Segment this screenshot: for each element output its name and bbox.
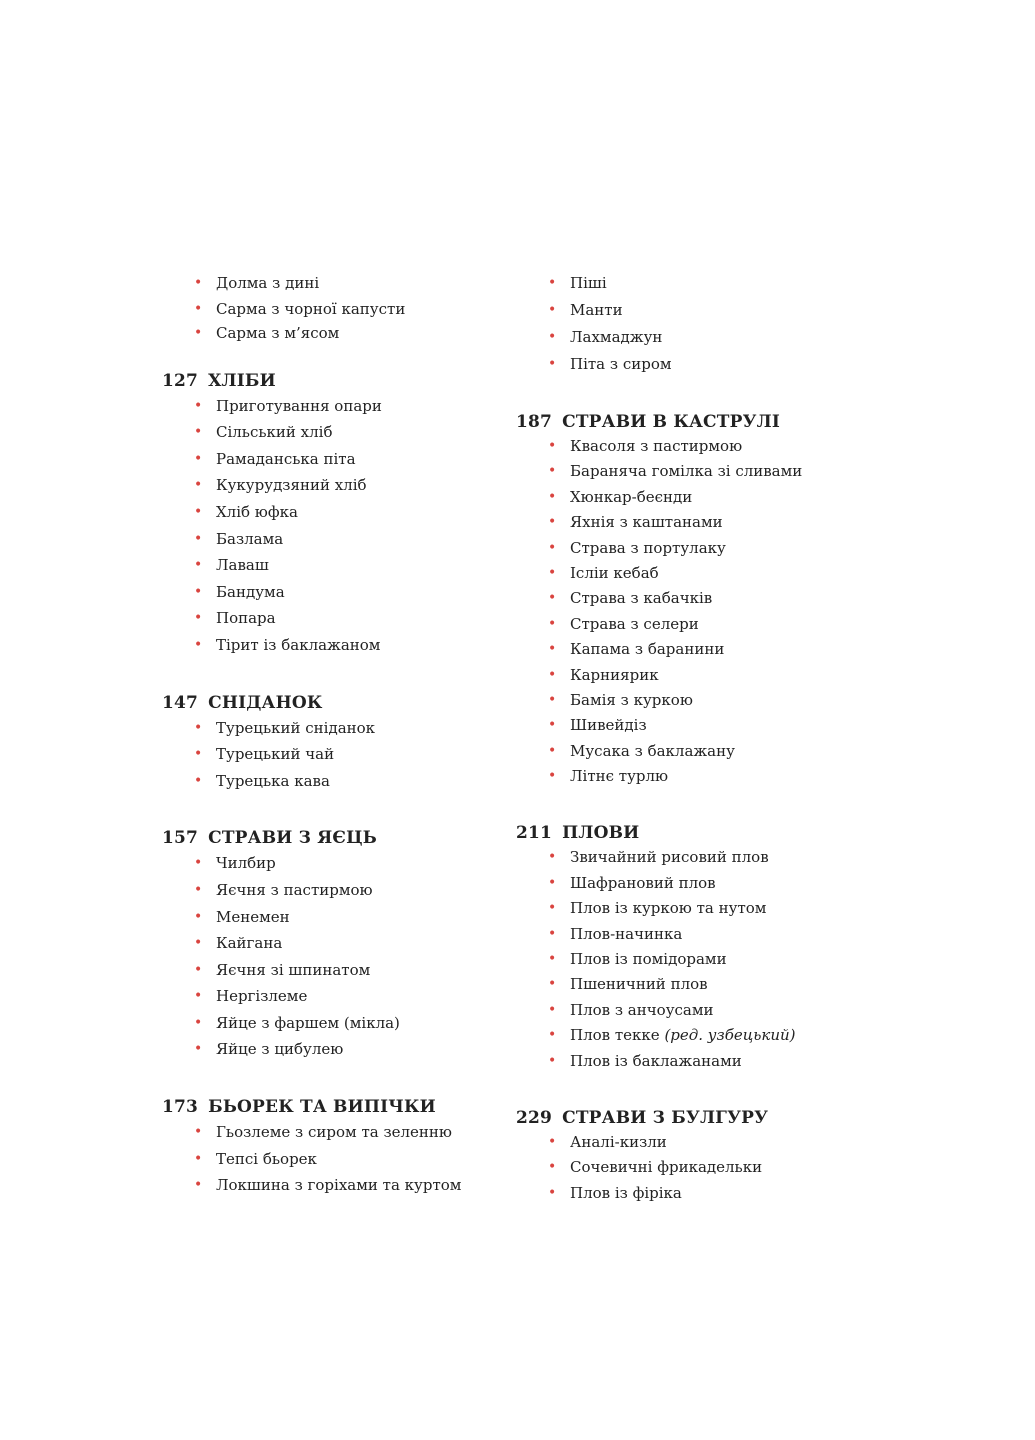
list-item: • Сарма з чорної капусти — [192, 297, 522, 321]
list-item: • Яйце з фаршем (мікла) — [192, 1010, 522, 1037]
section-heading — [162, 1097, 522, 1117]
bullet-icon: • — [194, 961, 203, 978]
bullet-icon: • — [548, 1027, 557, 1044]
bullet-icon: • — [194, 746, 203, 763]
bullet-icon: • — [194, 772, 203, 789]
list-item: • Нергізлеме — [192, 983, 522, 1010]
section-continued-left — [162, 270, 522, 345]
bullet-icon: • — [194, 636, 203, 653]
list-item: • Яєчня зі шпинатом — [192, 957, 522, 984]
list-item: • Лаваш — [192, 552, 522, 579]
list-item: • Плов із баклажанами — [546, 1049, 946, 1074]
bullet-icon: • — [194, 450, 203, 467]
bullet-icon: • — [194, 1177, 203, 1194]
section-heading — [162, 828, 522, 848]
page-number: 187 — [516, 412, 553, 432]
list-item: • Плов текке (ред. узбецький) — [546, 1023, 946, 1048]
list-item: • Страва з кабачків — [546, 586, 946, 611]
list-item: • Яєчня з пастирмою — [192, 877, 522, 904]
list-item: • Плов із фіріка — [546, 1181, 946, 1206]
bullet-icon: • — [548, 564, 557, 581]
section-title: ПЛОВИ — [562, 823, 640, 844]
bullet-icon: • — [194, 1041, 203, 1058]
list-item: • Кукурудзяний хліб — [192, 472, 522, 499]
bullet-icon: • — [548, 539, 557, 556]
bullet-icon: • — [194, 583, 203, 600]
bullet-icon: • — [194, 988, 203, 1005]
list-item: • Бандума — [192, 579, 522, 606]
list-item: • Попара — [192, 605, 522, 632]
bullet-icon: • — [194, 908, 203, 925]
page-number: 211 — [516, 823, 553, 844]
bullet-icon: • — [194, 503, 203, 520]
bullet-icon: • — [194, 1124, 203, 1141]
page-number: 127 — [162, 370, 199, 391]
section-stravy-z-bulguru — [516, 1108, 946, 1206]
list-item: • Яйце з цибулею — [192, 1036, 522, 1063]
section-title: СТРАВИ В КАСТРУЛІ — [562, 412, 780, 432]
section-borek — [162, 1097, 522, 1199]
list-item: • Турецький чай — [192, 741, 522, 768]
list-item: • Шивейдіз — [546, 713, 946, 738]
bullet-icon: • — [548, 590, 557, 607]
section-title: СНІДАНОК — [208, 692, 323, 713]
page-number: 173 — [162, 1097, 199, 1118]
bullet-icon: • — [194, 1150, 203, 1167]
bullet-icon: • — [194, 300, 203, 317]
item-list — [516, 1130, 946, 1206]
list-item: • Лахмаджун — [546, 324, 946, 351]
list-item: • Турецький сніданок — [192, 715, 522, 742]
bullet-icon: • — [548, 275, 557, 291]
list-item: • Плов з анчоусами — [546, 998, 946, 1023]
bullet-icon: • — [194, 397, 203, 414]
bullet-icon: • — [194, 719, 203, 736]
list-item: • Плов-начинка — [546, 922, 946, 947]
item-list — [162, 1119, 522, 1199]
bullet-icon: • — [194, 530, 203, 547]
bullet-icon: • — [548, 356, 557, 372]
list-item: • Базлама — [192, 526, 522, 553]
bullet-icon: • — [548, 900, 557, 917]
bullet-icon: • — [548, 951, 557, 968]
list-item: • Хліб юфка — [192, 499, 522, 526]
list-item: • Піта з сиром — [546, 351, 946, 378]
bullet-icon: • — [194, 477, 203, 494]
list-item: • Хюнкар-беєнди — [546, 485, 946, 510]
list-item: • Долма з дині — [192, 270, 522, 297]
bullet-icon: • — [194, 935, 203, 952]
list-item: • Тепсі бьорек — [192, 1146, 522, 1173]
bullet-icon: • — [194, 424, 203, 441]
bullet-icon: • — [194, 1014, 203, 1031]
list-item: • Бамія з куркою — [546, 688, 946, 713]
list-item: • Шафрановий плов — [546, 871, 946, 896]
right-column — [516, 270, 946, 1240]
section-heading — [162, 693, 522, 713]
list-item: • Мусака з баклажану — [546, 739, 946, 764]
bullet-icon: • — [548, 1133, 557, 1150]
list-item: • Капама з баранини — [546, 637, 946, 662]
bullet-icon: • — [548, 925, 557, 942]
item-list — [516, 270, 946, 378]
list-item: • Кайгана — [192, 930, 522, 957]
list-item: • Сочевичні фрикадельки — [546, 1155, 946, 1180]
list-item: • Локшина з горіхами та куртом — [192, 1172, 522, 1199]
section-title: БЬОРЕК ТА ВИПІЧКИ — [208, 1097, 436, 1118]
section-heading — [162, 371, 522, 391]
section-plovy — [516, 823, 946, 1074]
list-item: • Бараняча гомілка зі сливами — [546, 459, 946, 484]
page-number: 229 — [516, 1107, 553, 1128]
list-item: • Чилбир — [192, 850, 522, 877]
list-item: • Манти — [546, 297, 946, 324]
list-item: • Страва з портулаку — [546, 536, 946, 561]
bullet-icon: • — [548, 742, 557, 759]
bullet-icon: • — [548, 691, 557, 708]
bullet-icon: • — [194, 324, 203, 341]
section-snidanok — [162, 693, 522, 795]
list-item: • Піші — [546, 270, 946, 297]
list-item: • Страва з селери — [546, 612, 946, 637]
list-item: • Квасоля з пастирмою — [546, 434, 946, 459]
section-heading — [516, 1108, 946, 1128]
list-item: • Плов із помідорами — [546, 947, 946, 972]
list-item: • Рамаданська піта — [192, 446, 522, 473]
list-item: • Приготування опари — [192, 393, 522, 420]
bullet-icon: • — [548, 874, 557, 891]
bullet-icon: • — [548, 438, 557, 454]
bullet-icon: • — [548, 302, 557, 318]
item-list — [162, 393, 522, 659]
bullet-icon: • — [194, 881, 203, 898]
list-item: • Плов із куркою та нутом — [546, 896, 946, 921]
item-list — [516, 434, 946, 789]
bullet-icon: • — [548, 849, 557, 866]
list-item: • Звичайний рисовий плов — [546, 845, 946, 870]
bullet-icon: • — [548, 463, 557, 480]
bullet-icon: • — [194, 275, 203, 291]
item-list — [162, 850, 522, 1063]
bullet-icon: • — [548, 615, 557, 632]
page-number: 147 — [162, 692, 199, 713]
bullet-icon: • — [548, 514, 557, 531]
bullet-icon: • — [548, 1052, 557, 1069]
section-stravy-v-kastruli — [516, 412, 946, 789]
bullet-icon: • — [548, 976, 557, 993]
list-item: • Карниярик — [546, 663, 946, 688]
bullet-icon: • — [548, 641, 557, 658]
list-item: • Пшеничний плов — [546, 972, 946, 997]
list-item: • Менемен — [192, 904, 522, 931]
list-item: • Яхнія з каштанами — [546, 510, 946, 535]
bullet-icon: • — [548, 1184, 557, 1201]
bullet-icon: • — [548, 1001, 557, 1018]
list-item: • Ісліи кебаб — [546, 561, 946, 586]
item-list — [162, 715, 522, 795]
item-list — [516, 845, 946, 1074]
bullet-icon: • — [548, 1159, 557, 1176]
left-column — [162, 270, 522, 1233]
bullet-icon: • — [548, 768, 557, 785]
bullet-icon: • — [194, 855, 203, 872]
section-title: ХЛІБИ — [208, 370, 276, 391]
page-number: 157 — [162, 828, 199, 849]
bullet-icon: • — [548, 329, 557, 345]
list-item: • Сарма з м’ясом — [192, 321, 522, 345]
bullet-icon: • — [194, 557, 203, 574]
section-heading — [516, 823, 946, 843]
section-khlibi — [162, 371, 522, 659]
bullet-icon: • — [548, 488, 557, 505]
section-continued-right — [516, 270, 946, 378]
list-item: • Сільський хліб — [192, 419, 522, 446]
item-note: (ред. узбецький) — [664, 1026, 796, 1045]
list-item: • Тірит із баклажаном — [192, 632, 522, 659]
item-list — [162, 270, 522, 345]
section-stravy-z-yaets — [162, 828, 522, 1063]
list-item: • Літнє турлю — [546, 764, 946, 789]
section-title: СТРАВИ З ЯЄЦЬ — [208, 828, 377, 849]
list-item: • Турецька кава — [192, 768, 522, 795]
section-heading — [516, 412, 946, 432]
list-item: • Аналі-кизли — [546, 1130, 946, 1155]
bullet-icon: • — [548, 717, 557, 734]
list-item: • Гьозлеме з сиром та зеленню — [192, 1119, 522, 1146]
section-title: СТРАВИ З БУЛГУРУ — [562, 1107, 769, 1128]
bullet-icon: • — [194, 610, 203, 627]
bullet-icon: • — [548, 666, 557, 683]
